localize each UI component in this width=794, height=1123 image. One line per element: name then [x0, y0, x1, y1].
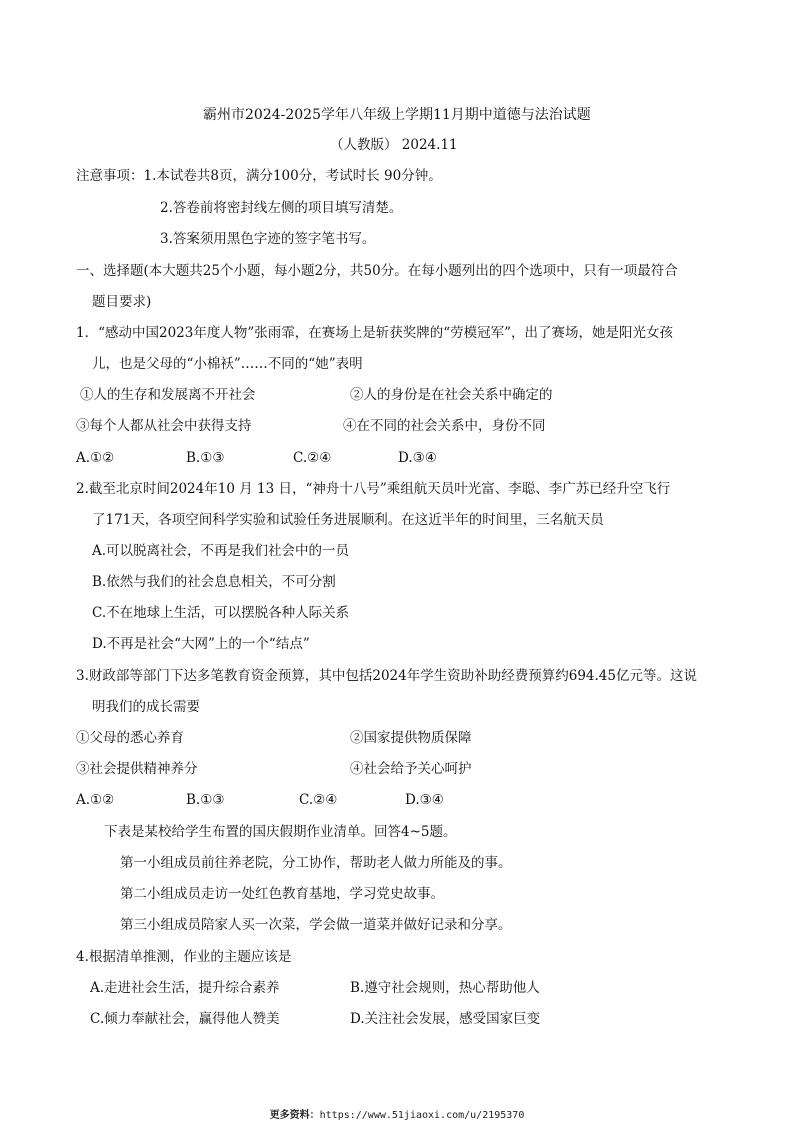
material-group-2: 第二小组成员走访一处红色教育基地，学习党史故事。	[120, 886, 444, 902]
q4-option-a: A.走进社会生活，提升综合素养	[90, 980, 280, 996]
q3-option-c: C.②④	[299, 792, 338, 808]
q1-option-a: A.①②	[76, 450, 115, 466]
page-title: 霸州市2024-2025学年八年级上学期11月期中道德与法治试题	[203, 107, 591, 123]
edition-date: （人教版） 2024.11	[330, 137, 458, 153]
q1-stem-cont: 儿，也是父母的“小棉袄”……不同的“她”表明	[92, 356, 363, 372]
q3-statement-4: ④社会给予关心呵护	[350, 761, 472, 777]
q1-statement-1: ①人的生存和发展离不开社会	[80, 387, 256, 403]
q1-statement-3: ③每个人都从社会中获得支持	[76, 418, 252, 434]
q3-option-b: B.①③	[186, 792, 225, 808]
q1-statement-2: ②人的身份是在社会关系中确定的	[350, 387, 553, 403]
q3-statement-2: ②国家提供物质保障	[350, 730, 472, 746]
footer	[0, 1106, 794, 1121]
q2-option-d: D.不再是社会“大网”上的一个“结点”	[92, 636, 310, 652]
material-intro: 下表是某校给学生布置的国庆假期作业清单。回答4~5题。	[104, 824, 457, 840]
q3-stem-cont: 明我们的成长需要	[92, 699, 200, 715]
q3-statement-1: ①父母的悉心养育	[76, 730, 184, 746]
section-heading: 一、选择题(本大题共25个小题，每小题2分，共50分。在每小题列出的四个选项中，只有一项最符合	[76, 263, 678, 279]
q1-option-c: C.②④	[293, 450, 332, 466]
notice-line-1: 注意事项：1.本试卷共8页，满分100分，考试时长 90分钟。	[76, 168, 442, 184]
notice-line-3: 3.答案须用黑色字迹的签字笔书写。	[160, 231, 376, 247]
material-group-3: 第三小组成员陪家人买一次菜，学会做一道菜并做好记录和分享。	[120, 917, 512, 933]
q3-option-d: D.③④	[405, 792, 444, 808]
q4-option-b: B.遵守社会规则，热心帮助他人	[350, 980, 540, 996]
q4-stem: 4.根据清单推测，作业的主题应该是	[76, 949, 292, 965]
q4-option-c: C.倾力奉献社会，赢得他人赞美	[90, 1011, 280, 1027]
q1-option-b: B.①③	[186, 450, 225, 466]
q1-option-d: D.③④	[398, 450, 437, 466]
footer-label: 更多资料：	[269, 1110, 320, 1121]
section-heading-cont: 题目要求)	[92, 294, 152, 310]
q4-option-d: D.关注社会发展，感受国家巨变	[350, 1011, 541, 1027]
q3-statement-3: ③社会提供精神养分	[76, 761, 198, 777]
q2-option-c: C.不在地球上生活，可以摆脱各种人际关系	[92, 605, 350, 621]
q2-stem-cont: 了171天，各项空间科学实验和试验任务进展顺利。在这近半年的时间里，三名航天员	[92, 512, 604, 528]
notice-line-2: 2.答卷前将密封线左侧的项目填写清楚。	[160, 200, 403, 216]
q2-stem: 2.截至北京时间2024年10 月 13 日，“神舟十八号”乘组航天员叶光富、李聪、李广苏已经升空飞行	[76, 481, 671, 497]
q1-statement-4: ④在不同的社会关系中，身份不同	[343, 418, 546, 434]
q3-stem: 3.财政部等部门下达多笔教育资金预算，其中包括2024年学生资助补助经费预算约694.45亿元等。这说	[76, 668, 697, 684]
q1-stem: 1．“感动中国2023年度人物”张雨霏，在赛场上是斩获奖牌的“劳模冠军”，出了赛场，她是阳光女孩	[76, 325, 674, 341]
q2-option-a: A.可以脱离社会，不再是我们社会中的一员	[92, 543, 350, 559]
footer-link[interactable]: https://www.51jiaoxi.com/u/2195370	[319, 1110, 525, 1121]
material-group-1: 第一小组成员前往养老院，分工协作，帮助老人做力所能及的事。	[120, 855, 512, 871]
q3-option-a: A.①②	[76, 792, 115, 808]
q2-option-b: B.依然与我们的社会息息相关，不可分割	[92, 574, 336, 590]
